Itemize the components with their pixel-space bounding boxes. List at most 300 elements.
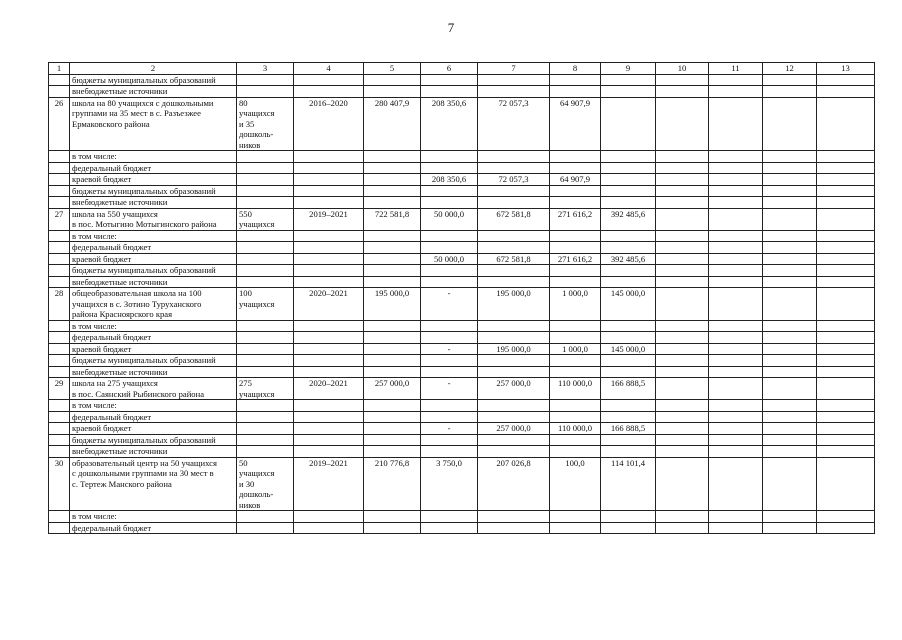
table-cell: 3 750,0 [421, 457, 478, 511]
table-cell [656, 400, 709, 412]
table-cell [478, 411, 550, 423]
table-cell: 29 [49, 378, 70, 400]
table-cell [763, 332, 817, 344]
table-cell [237, 320, 294, 332]
table-cell: 114 101,4 [601, 457, 656, 511]
table-cell [294, 400, 364, 412]
column-header: 11 [709, 63, 763, 75]
table-cell: 72 057,3 [478, 174, 550, 186]
table-cell: 280 407,9 [364, 97, 421, 151]
table-cell: 166 888,5 [601, 423, 656, 435]
table-cell [49, 434, 70, 446]
table-cell [237, 411, 294, 423]
table-row [49, 343, 875, 355]
table-cell [763, 276, 817, 288]
table-cell: 392 485,6 [601, 208, 656, 230]
table-cell [478, 320, 550, 332]
table-cell [709, 185, 763, 197]
column-header: 2 [70, 63, 237, 75]
table-cell [709, 511, 763, 523]
table-cell: - [421, 288, 478, 321]
table-cell [656, 366, 709, 378]
table-cell [763, 320, 817, 332]
table-cell [421, 434, 478, 446]
table-cell [421, 320, 478, 332]
table-cell [817, 332, 875, 344]
table-row [49, 162, 875, 174]
table-cell [478, 162, 550, 174]
table-cell: внебюджетные источники [70, 366, 237, 378]
table-cell [817, 366, 875, 378]
table-cell [237, 242, 294, 254]
table-cell [817, 265, 875, 277]
table-cell [49, 355, 70, 367]
table-cell [709, 343, 763, 355]
table-cell: 207 026,8 [478, 457, 550, 511]
column-header: 4 [294, 63, 364, 75]
table-cell [478, 446, 550, 458]
table-cell: 26 [49, 97, 70, 151]
table-cell: в том числе: [70, 151, 237, 163]
table-cell [709, 332, 763, 344]
table-row [49, 457, 875, 511]
table-cell [237, 162, 294, 174]
table-cell [601, 242, 656, 254]
column-header: 3 [237, 63, 294, 75]
table-row [49, 86, 875, 98]
table-cell [817, 320, 875, 332]
table-cell [421, 265, 478, 277]
table-cell: краевой бюджет [70, 343, 237, 355]
table-cell [601, 434, 656, 446]
table-cell [294, 162, 364, 174]
table-cell [709, 151, 763, 163]
table-cell: общеобразовательная школа на 100 учащихся в с. Зотино Туруханского района Красноярского края [70, 288, 237, 321]
table-cell [478, 355, 550, 367]
table-cell [817, 230, 875, 242]
column-header: 6 [421, 63, 478, 75]
table-cell [601, 151, 656, 163]
table-cell [364, 355, 421, 367]
table-cell [294, 434, 364, 446]
table-cell [656, 265, 709, 277]
table-cell [237, 355, 294, 367]
table-cell [817, 174, 875, 186]
table-cell [478, 265, 550, 277]
table-cell [49, 230, 70, 242]
table-cell [294, 197, 364, 209]
table-cell: 145 000,0 [601, 288, 656, 321]
table-cell: 672 581,8 [478, 208, 550, 230]
table-cell [763, 434, 817, 446]
table-cell [294, 522, 364, 534]
table-cell [478, 276, 550, 288]
table-cell: краевой бюджет [70, 253, 237, 265]
table-cell [294, 366, 364, 378]
table-row [49, 446, 875, 458]
table-row [49, 320, 875, 332]
table-cell [709, 320, 763, 332]
table-cell: 257 000,0 [478, 378, 550, 400]
table-cell [763, 208, 817, 230]
table-cell: школа на 275 учащихся в пос. Саянский Рыбинского района [70, 378, 237, 400]
table-cell [601, 355, 656, 367]
table-cell [601, 400, 656, 412]
table-cell [601, 174, 656, 186]
table-cell: - [421, 378, 478, 400]
table-cell [601, 411, 656, 423]
table-cell [709, 242, 763, 254]
table-cell [550, 320, 601, 332]
table-cell [294, 423, 364, 435]
table-row [49, 151, 875, 163]
table-cell [709, 378, 763, 400]
table-cell [237, 230, 294, 242]
table-cell: внебюджетные источники [70, 86, 237, 98]
table-cell [49, 197, 70, 209]
table-cell [763, 197, 817, 209]
table-cell [550, 86, 601, 98]
table-cell [709, 97, 763, 151]
table-cell: бюджеты муниципальных образований [70, 74, 237, 86]
page-number: 7 [447, 20, 455, 35]
table-cell [656, 423, 709, 435]
table-cell [601, 276, 656, 288]
table-cell [709, 276, 763, 288]
table-cell: 50 учащихся и 30 дошколь- ников [237, 457, 294, 511]
table-cell [763, 522, 817, 534]
table-row [49, 366, 875, 378]
table-cell [237, 332, 294, 344]
table-cell [237, 276, 294, 288]
table-cell [656, 242, 709, 254]
table-cell [709, 522, 763, 534]
table-cell [601, 265, 656, 277]
table-row [49, 378, 875, 400]
table-cell [550, 332, 601, 344]
table-cell: 50 000,0 [421, 208, 478, 230]
table-cell [763, 230, 817, 242]
column-header: 10 [656, 63, 709, 75]
table-cell [601, 320, 656, 332]
table-cell [364, 366, 421, 378]
table-cell: 275 учащихся [237, 378, 294, 400]
table-cell [294, 511, 364, 523]
table-cell [294, 265, 364, 277]
table-cell: федеральный бюджет [70, 411, 237, 423]
table-cell [421, 366, 478, 378]
table-cell [601, 162, 656, 174]
table-cell [763, 423, 817, 435]
table-cell [709, 446, 763, 458]
table-cell [49, 242, 70, 254]
table-cell [294, 174, 364, 186]
table-cell: 722 581,8 [364, 208, 421, 230]
table-cell [421, 162, 478, 174]
table-row [49, 355, 875, 367]
table-cell [49, 253, 70, 265]
table-cell [763, 457, 817, 511]
table-row [49, 97, 875, 151]
table-cell [709, 411, 763, 423]
table-cell [364, 174, 421, 186]
table-cell [49, 86, 70, 98]
table-cell [601, 230, 656, 242]
table-cell [656, 74, 709, 86]
table-cell [817, 288, 875, 321]
table-cell: 110 000,0 [550, 378, 601, 400]
table-cell [763, 97, 817, 151]
table-cell: 257 000,0 [478, 423, 550, 435]
table-cell [421, 151, 478, 163]
table-cell [709, 197, 763, 209]
table-cell [364, 86, 421, 98]
table-cell [478, 332, 550, 344]
table-cell [364, 511, 421, 523]
table-cell [237, 253, 294, 265]
table-cell: федеральный бюджет [70, 332, 237, 344]
table-cell [294, 276, 364, 288]
table-cell [294, 86, 364, 98]
table-cell [421, 355, 478, 367]
table-cell [421, 86, 478, 98]
table-cell: 195 000,0 [364, 288, 421, 321]
table-cell [49, 400, 70, 412]
table-cell [817, 86, 875, 98]
table-cell [763, 446, 817, 458]
table-row [49, 511, 875, 523]
table-cell [237, 74, 294, 86]
table-cell: - [421, 343, 478, 355]
table-cell [817, 74, 875, 86]
table-cell [550, 230, 601, 242]
table-cell [763, 288, 817, 321]
table-cell [601, 511, 656, 523]
table-cell: 208 350,6 [421, 97, 478, 151]
table-cell [364, 151, 421, 163]
table-cell: 672 581,8 [478, 253, 550, 265]
table-cell [478, 197, 550, 209]
table-cell [478, 185, 550, 197]
table-cell [656, 276, 709, 288]
table-cell: 1 000,0 [550, 343, 601, 355]
table-cell [294, 230, 364, 242]
table-cell [656, 86, 709, 98]
table-cell: краевой бюджет [70, 423, 237, 435]
table-cell [49, 320, 70, 332]
table-cell [656, 288, 709, 321]
table-cell: 210 776,8 [364, 457, 421, 511]
table-cell [763, 366, 817, 378]
table-cell [294, 411, 364, 423]
table-cell [364, 434, 421, 446]
table-cell: 195 000,0 [478, 288, 550, 321]
table-cell [49, 511, 70, 523]
table-cell [709, 366, 763, 378]
table-cell [656, 174, 709, 186]
table-cell: 80 учащихся и 35 дошколь- ников [237, 97, 294, 151]
table-cell: 392 485,6 [601, 253, 656, 265]
table-cell [237, 174, 294, 186]
table-cell [237, 366, 294, 378]
table-cell [656, 511, 709, 523]
table-cell: 2020–2021 [294, 288, 364, 321]
table-cell [763, 343, 817, 355]
table-cell [817, 511, 875, 523]
table-cell [550, 355, 601, 367]
table-cell: 271 616,2 [550, 208, 601, 230]
table-cell [49, 151, 70, 163]
table-cell [421, 185, 478, 197]
column-header: 5 [364, 63, 421, 75]
table-cell [364, 400, 421, 412]
table-row [49, 276, 875, 288]
table-cell: 1 000,0 [550, 288, 601, 321]
table-cell [294, 320, 364, 332]
table-cell [656, 208, 709, 230]
table-cell [294, 332, 364, 344]
table-row [49, 265, 875, 277]
table-cell [478, 366, 550, 378]
table-cell [656, 197, 709, 209]
table-cell [709, 457, 763, 511]
table-cell: 28 [49, 288, 70, 321]
table-cell: 257 000,0 [364, 378, 421, 400]
table-cell: федеральный бюджет [70, 242, 237, 254]
table-row [49, 230, 875, 242]
table-cell [478, 400, 550, 412]
table-cell: в том числе: [70, 400, 237, 412]
table-cell [709, 253, 763, 265]
table-cell: 72 057,3 [478, 97, 550, 151]
table-cell [817, 522, 875, 534]
table-cell [364, 74, 421, 86]
table-cell [817, 208, 875, 230]
table-row [49, 411, 875, 423]
table-cell [49, 423, 70, 435]
table-cell [49, 366, 70, 378]
table-cell: в том числе: [70, 230, 237, 242]
table-cell [550, 366, 601, 378]
table-cell [550, 242, 601, 254]
table-cell [421, 197, 478, 209]
table-cell: 110 000,0 [550, 423, 601, 435]
table-cell [817, 446, 875, 458]
table-cell [709, 86, 763, 98]
table-cell [421, 276, 478, 288]
table-cell [656, 411, 709, 423]
table-cell [601, 97, 656, 151]
table-cell [709, 230, 763, 242]
table-cell [237, 265, 294, 277]
table-cell [656, 457, 709, 511]
table-cell: 64 907,9 [550, 97, 601, 151]
table-cell [656, 434, 709, 446]
table-cell [656, 162, 709, 174]
table-cell [656, 151, 709, 163]
table-cell: 145 000,0 [601, 343, 656, 355]
table-cell: 100,0 [550, 457, 601, 511]
table-cell [294, 74, 364, 86]
table-row [49, 185, 875, 197]
table-cell [656, 97, 709, 151]
table-cell: федеральный бюджет [70, 162, 237, 174]
table-cell [763, 253, 817, 265]
table-cell [763, 511, 817, 523]
table-cell [550, 511, 601, 523]
table-cell [364, 197, 421, 209]
table-cell [364, 242, 421, 254]
table-cell [478, 242, 550, 254]
table-cell: 64 907,9 [550, 174, 601, 186]
table-cell [817, 151, 875, 163]
table-row [49, 423, 875, 435]
table-cell: образовательный центр на 50 учащихся с дошкольными группами на 30 мест в с. Тертеж Манского района [70, 457, 237, 511]
table-cell [49, 265, 70, 277]
table-cell [478, 151, 550, 163]
table-cell [817, 253, 875, 265]
table-row [49, 174, 875, 186]
table-cell [364, 522, 421, 534]
table-cell [364, 332, 421, 344]
table-row [49, 400, 875, 412]
table-cell [550, 151, 601, 163]
table-cell [656, 343, 709, 355]
table-cell [294, 343, 364, 355]
table-cell: 50 000,0 [421, 253, 478, 265]
table-cell [550, 276, 601, 288]
column-header: 9 [601, 63, 656, 75]
table-cell [237, 343, 294, 355]
table-cell [49, 162, 70, 174]
table-cell [817, 457, 875, 511]
table-cell [550, 446, 601, 458]
table-cell [763, 411, 817, 423]
table-cell [237, 522, 294, 534]
table-row [49, 434, 875, 446]
column-header: 1 [49, 63, 70, 75]
table-cell [763, 400, 817, 412]
table-cell: бюджеты муниципальных образований [70, 185, 237, 197]
table-cell [49, 332, 70, 344]
table-cell [478, 230, 550, 242]
table-cell [817, 162, 875, 174]
table-cell: 100 учащихся [237, 288, 294, 321]
table-cell [421, 74, 478, 86]
table-cell [49, 522, 70, 534]
table-cell [364, 185, 421, 197]
table-row [49, 332, 875, 344]
table-cell [817, 378, 875, 400]
table-cell [817, 411, 875, 423]
table-cell [601, 522, 656, 534]
table-cell [550, 197, 601, 209]
table-cell [656, 355, 709, 367]
table-cell [817, 242, 875, 254]
table-cell [817, 276, 875, 288]
table-cell [763, 265, 817, 277]
table-cell: 2016–2020 [294, 97, 364, 151]
table-cell [709, 208, 763, 230]
table-cell [421, 230, 478, 242]
table-cell [364, 320, 421, 332]
table-cell [421, 242, 478, 254]
table-row [49, 253, 875, 265]
table-cell [49, 185, 70, 197]
column-header: 13 [817, 63, 875, 75]
table-cell [364, 230, 421, 242]
table-cell: внебюджетные источники [70, 446, 237, 458]
